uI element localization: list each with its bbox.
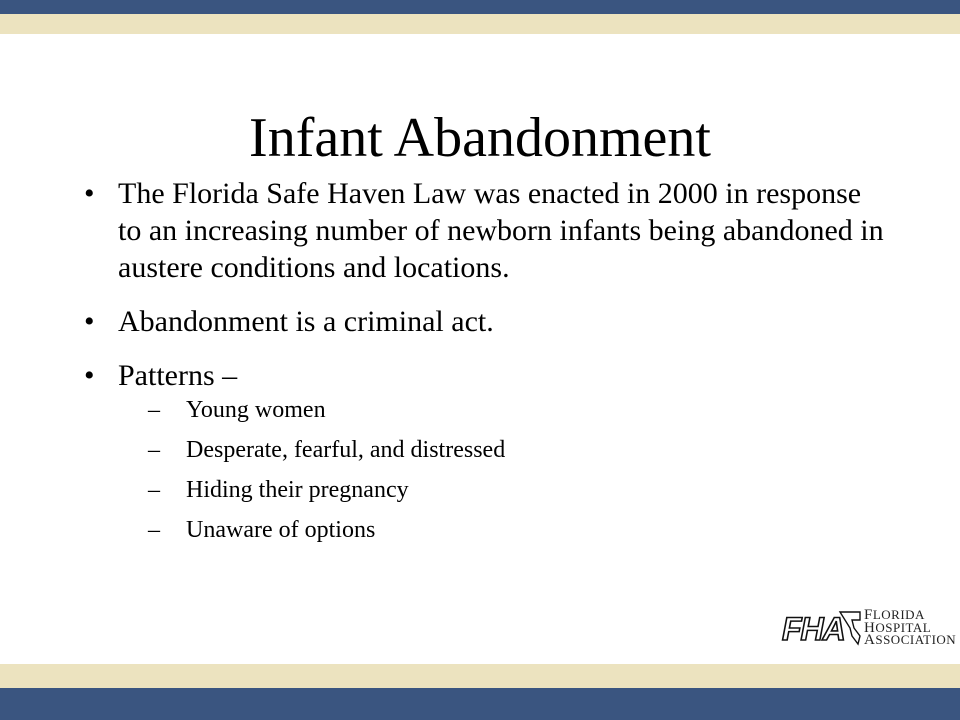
bullet-text: Abandonment is a criminal act. (118, 305, 494, 338)
fha-logo-wordmark (864, 609, 956, 647)
bullet-text: Patterns – (118, 359, 238, 392)
logo-line-hospital: HOSPITAL (864, 619, 932, 636)
bullet-item (84, 303, 884, 340)
bottom-tan-band (0, 664, 960, 688)
top-tan-band (0, 14, 960, 34)
logo-line-association: ASSOCIATION (864, 632, 957, 648)
bullet-item (84, 357, 884, 544)
bullet-list (84, 175, 884, 561)
bullet-icon: • (84, 177, 95, 210)
sub-bullet-item (148, 476, 914, 504)
fha-logo (780, 606, 957, 650)
bottom-navy-band (0, 688, 960, 720)
bullet-text: The Florida Safe Haven Law was enacted in 2000 in response to an increasing number of newborn infants being abandoned in austere conditions and locations. (118, 177, 884, 284)
sub-bullet-text: Desperate, fearful, and distressed (186, 437, 506, 463)
slide-title: Infant Abandonment (249, 106, 711, 169)
logo-line-florida: FLORIDA (864, 607, 925, 623)
dash-icon: – (148, 437, 160, 463)
sub-bullet-item (148, 396, 914, 424)
sub-bullet-text: Unaware of options (186, 517, 376, 543)
bullet-icon: • (84, 305, 95, 338)
sub-bullet-item (148, 516, 914, 544)
dash-icon: – (148, 477, 160, 503)
top-navy-band (0, 0, 960, 14)
svg-text:FHA: FHA (782, 611, 845, 647)
bullet-item (84, 175, 884, 286)
sub-bullet-text: Hiding their pregnancy (186, 477, 409, 503)
dash-icon: – (148, 397, 160, 423)
sub-bullet-item (148, 436, 914, 464)
bullet-icon: • (84, 359, 95, 392)
dash-icon: – (148, 517, 160, 543)
sub-bullet-text: Young women (186, 397, 326, 423)
fha-logo-mark-icon (780, 606, 864, 650)
sub-bullet-list (118, 396, 884, 544)
